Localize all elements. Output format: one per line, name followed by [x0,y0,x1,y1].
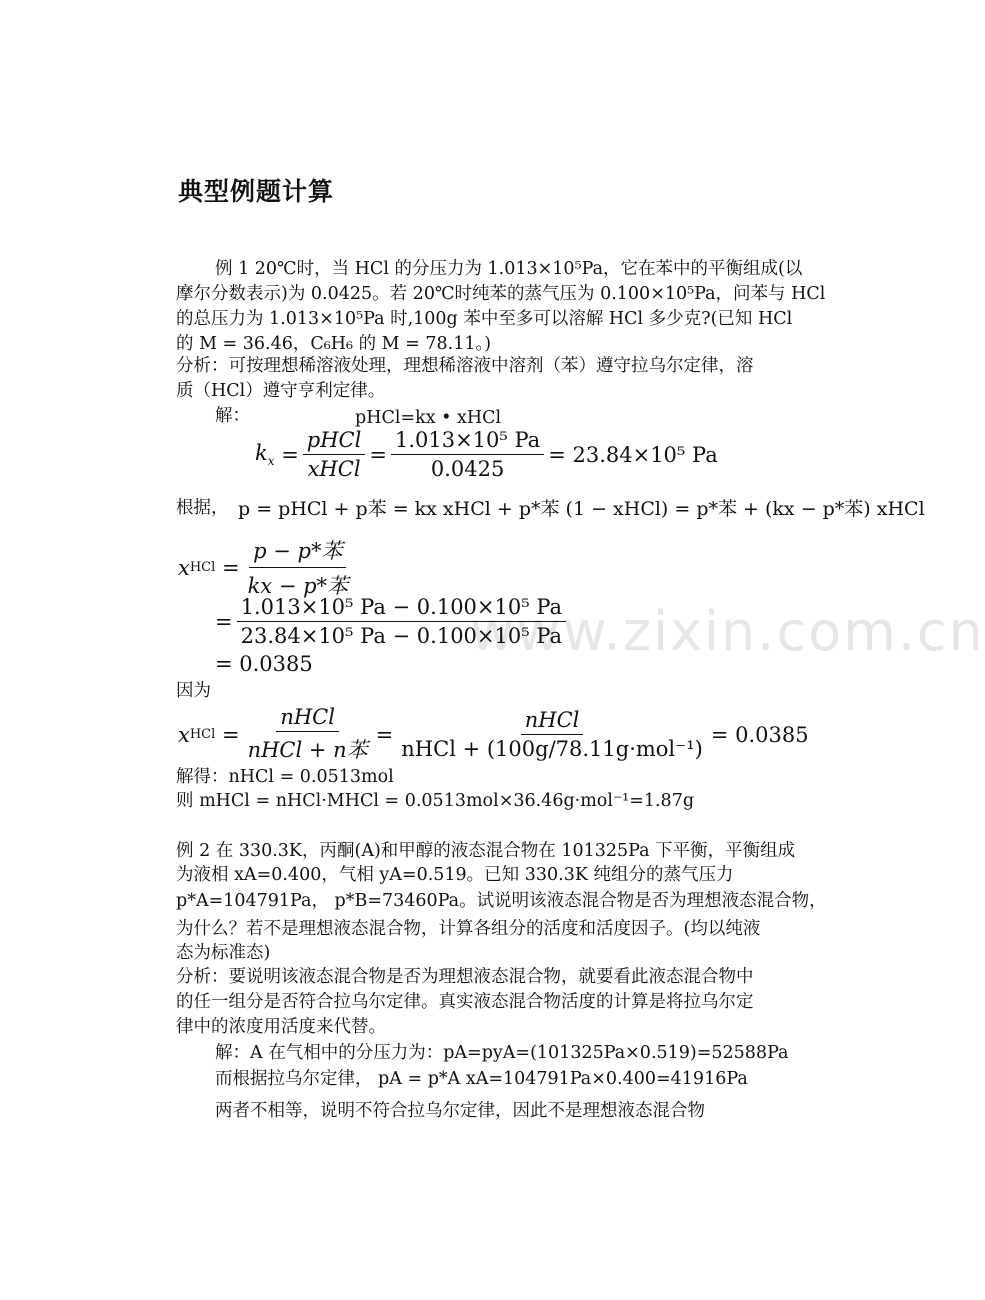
ex1-line-3: 的总压力为 1.013×10⁵Pa 时,100g 苯中至多可以溶解 HCl 多少克?(已知 HCl [176,309,793,329]
because-label: 因为 [176,681,211,701]
ex2-solution-1: 解：A 在气相中的分压力为：pA=pyA=(101325Pa×0.519)=52588Pa [215,1043,789,1063]
xhcl-fraction: $\frac{\text{p − p*苯}}{\text{kx − p*苯}}$ [244,535,352,600]
substitution-equation: = $\frac{\text{1.013×10⁵ Pa − 0.100×10⁵ Pa}}{\text{23.84×10⁵ Pa − 0.100×10⁵ Pa}}$ [215,595,570,648]
kx-fraction-numeric: $\frac{\text{1.013×10⁵ Pa}}{0.0425}$ [391,428,544,481]
ex1-analysis-2: 质（HCl）遵守亨利定律。 [176,381,386,401]
watermark: www.zixin.com.cn [470,600,985,663]
ex2-line-5: 态为标准态) [176,943,271,963]
solve-result-line: 解得：nHCl = 0.0513mol [176,767,394,787]
substitution-fraction: $\frac{\text{1.013×10⁵ Pa − 0.100×10⁵ Pa}}{\text{23.84×10⁵ Pa − 0.100×10⁵ Pa}}$ [237,595,566,648]
ex2-analysis-2: 的任一组分是否符合拉乌尔定律。真实液态混合物活度的计算是将拉乌尔定 [176,992,754,1012]
ex2-analysis-1: 分析：要说明该液态混合物是否为理想液态混合物，就要看此液态混合物中 [176,967,754,987]
mole-fraction-numeric: $\frac{\text{nHCl}}{\text{nHCl + (100g/78.11g·mol⁻¹)}}$ [401,708,703,761]
mole-fraction-symbolic: $\frac{\text{nHCl}}{\text{nHCl + n苯}}$ [247,705,368,762]
page-title: 典型例题计算 [178,177,335,206]
henry-law-equation: pHCl=kx • xHCl [355,408,502,428]
ex2-line-1: 例 2 在 330.3K，丙酮(A)和甲醇的液态混合物在 101325Pa 下平衡，平衡组成 [176,841,796,861]
mole-fraction-equation: x HCl = $\frac{\text{nHCl}}{\text{nHCl + n苯}}$ = $\frac{\text{nHCl}}{\text{nHCl + (100g/78.11g·mol⁻¹)}}$ = 0.0385 [178,705,809,762]
ex1-line-1: 例 1 20℃时，当 HCl 的分压力为 1.013×10⁵Pa，它在苯中的平衡组成(以 [215,259,803,279]
ex2-solution-2: 而根据拉乌尔定律， pA = p*A xA=104791Pa×0.400=41916Pa [215,1069,748,1089]
kx-fraction-symbolic: $\frac{\text{pHCl}}{\text{xHCl}}$ [303,428,366,481]
ex2-solution-3: 两者不相等，说明不符合拉乌尔定律，因此不是理想液态混合物 [215,1101,705,1121]
xhcl-result: = 0.0385 [215,652,313,676]
kx-result: = 23.84×10⁵ Pa [548,442,718,467]
total-pressure-equation: p = pHCl + p苯 = kx xHCl + p*苯 (1 − xHCl) = p*苯 + (kx − p*苯) xHCl [238,498,925,520]
mole-fraction-result: = 0.0385 [710,722,809,747]
ex1-solution-label: 解： [215,406,250,426]
according-label: 根据， [176,498,229,518]
ex1-line-4: 的 M = 36.46，C₆H₆ 的 M = 78.11。) [176,334,492,354]
kx-equation: $k_x$ = $\frac{\text{pHCl}}{\text{xHCl}}$ = $\frac{\text{1.013×10⁵ Pa}}{0.0425}$ = 23.84×10⁵ Pa [255,428,718,481]
ex2-analysis-3: 律中的浓度用活度来代替。 [176,1017,386,1037]
ex1-analysis-1: 分析：可按理想稀溶液处理，理想稀溶液中溶剂（苯）遵守拉乌尔定律，溶 [176,356,754,376]
ex2-line-2: 为液相 xA=0.400，气相 yA=0.519。已知 330.3K 纯组分的蒸气压力 [176,865,734,885]
ex2-line-4: 为什么？若不是理想液态混合物，计算各组分的活度和活度因子。(均以纯液 [176,919,761,939]
ex2-line-3: p*A=104791Pa， p*B=73460Pa。试说明该液态混合物是否为理想液态混合物， [176,891,827,911]
ex1-line-2: 摩尔分数表示)为 0.0425。若 20℃时纯苯的蒸气压为 0.100×10⁵Pa，问苯与 HCl [176,284,826,304]
mass-result-line: 则 mHCl = nHCl·MHCl = 0.0513mol×36.46g·mol⁻¹=1.87g [176,791,695,811]
xhcl-equation: x HCl = $\frac{\text{p − p*苯}}{\text{kx − p*苯}}$ [178,535,356,600]
